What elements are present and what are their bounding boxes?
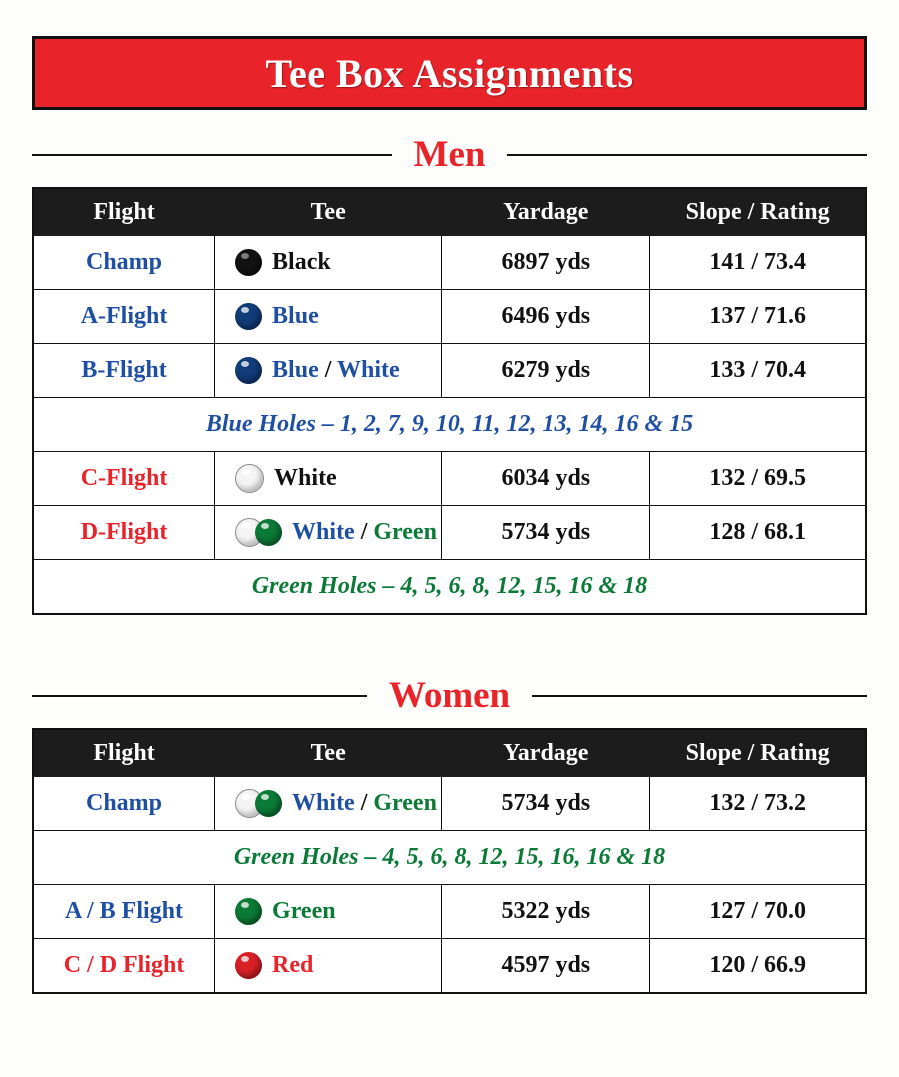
heading-rule-left (32, 695, 367, 697)
tee-label-part: Red (272, 952, 314, 978)
table-note-row (33, 560, 866, 615)
tee-label-part: / (354, 519, 374, 545)
tee-cell-content (223, 357, 433, 384)
page-title: Tee Box Assignments (265, 50, 634, 96)
tee-label (272, 303, 319, 330)
cell-yardage: 5322 yds (442, 885, 650, 939)
flight-label: B-Flight (81, 357, 167, 383)
cell-yardage: 5734 yds (442, 777, 650, 831)
cell-yardage: 5734 yds (442, 506, 650, 560)
table-row (33, 506, 866, 560)
table-row (33, 236, 866, 290)
table-row (33, 344, 866, 398)
cell-flight (33, 506, 215, 560)
cell-yardage: 6034 yds (442, 452, 650, 506)
cell-tee (215, 939, 442, 994)
tee-label (272, 357, 400, 384)
tee-label-part: / (354, 790, 374, 816)
men-table-body (33, 236, 866, 615)
holes-note-text: Green Holes – 4, 5, 6, 8, 12, 15, 16 & 18 (251, 573, 648, 599)
cell-slope-rating: 132 / 73.2 (650, 777, 866, 831)
tee-label-part: Black (272, 249, 331, 275)
tee-ball-group (235, 952, 262, 979)
tee-cell-content (223, 464, 433, 493)
tee-label (274, 465, 337, 492)
tee-cell-content (223, 789, 437, 818)
cell-slope-rating: 133 / 70.4 (650, 344, 866, 398)
women-section-heading (32, 677, 867, 714)
flight-label: C-Flight (80, 465, 168, 491)
tee-label (272, 898, 336, 925)
cell-slope-rating: 120 / 66.9 (650, 939, 866, 994)
holes-note (33, 398, 866, 452)
table-row (33, 885, 866, 939)
tee-label-part: White (336, 357, 400, 383)
cell-tee (215, 344, 442, 398)
tee-label-part: White (292, 790, 355, 816)
cell-flight (33, 290, 215, 344)
men-heading-label: Men (413, 134, 486, 175)
table-note-row (33, 831, 866, 885)
heading-rule-left (32, 154, 392, 156)
cell-flight (33, 452, 215, 506)
flight-label: A-Flight (80, 303, 168, 329)
cell-yardage: 4597 yds (442, 939, 650, 994)
header-flight: Flight (33, 188, 215, 236)
tee-cell-content (223, 898, 433, 925)
cell-tee (215, 506, 442, 560)
tee-label-part: Green (373, 790, 437, 816)
men-section-heading (32, 136, 867, 173)
women-heading-label: Women (388, 675, 511, 716)
cell-flight (33, 885, 215, 939)
section-spacer (32, 615, 867, 651)
flight-label: Champ (86, 790, 163, 816)
women-table-body (33, 777, 866, 994)
golf-ball-blue-icon (235, 357, 262, 384)
heading-rule-right (507, 154, 867, 156)
header-slope-rating: Slope / Rating (650, 188, 866, 236)
golf-ball-red-icon (235, 952, 262, 979)
tee-label-part: White (274, 465, 337, 491)
cell-slope-rating: 128 / 68.1 (650, 506, 866, 560)
cell-flight (33, 777, 215, 831)
flight-label: C / D Flight (63, 952, 185, 978)
cell-yardage: 6279 yds (442, 344, 650, 398)
women-tee-table (32, 728, 867, 994)
tee-ball-group (235, 357, 262, 384)
cell-tee (215, 236, 442, 290)
tee-ball-group (235, 789, 282, 818)
holes-note-text: Green Holes – 4, 5, 6, 8, 12, 15, 16, 16 & 18 (233, 844, 666, 870)
men-tee-table (32, 187, 867, 615)
flight-label: D-Flight (80, 519, 168, 545)
table-row (33, 452, 866, 506)
header-yardage: Yardage (442, 729, 650, 777)
cell-flight (33, 344, 215, 398)
tee-ball-group (235, 898, 262, 925)
tee-label-part: Green (272, 898, 336, 924)
golf-ball-black-icon (235, 249, 262, 276)
table-row (33, 939, 866, 994)
men-table-header (33, 188, 866, 236)
header-tee: Tee (215, 188, 442, 236)
tee-label (272, 952, 313, 979)
tee-ball-group (235, 464, 264, 493)
golf-ball-green-icon (255, 519, 282, 546)
header-tee: Tee (215, 729, 442, 777)
cell-slope-rating: 137 / 71.6 (650, 290, 866, 344)
tee-label-part: Blue (272, 303, 319, 329)
cell-slope-rating: 132 / 69.5 (650, 452, 866, 506)
tee-label-part: / (318, 357, 337, 383)
header-yardage: Yardage (442, 188, 650, 236)
golf-ball-green-icon (235, 898, 262, 925)
cell-tee (215, 885, 442, 939)
tee-cell-content (223, 303, 433, 330)
tee-ball-group (235, 249, 262, 276)
tee-ball-group (235, 303, 262, 330)
tee-label-part: Green (373, 519, 437, 545)
cell-tee (215, 777, 442, 831)
golf-ball-green-icon (255, 790, 282, 817)
cell-yardage: 6496 yds (442, 290, 650, 344)
women-table-header (33, 729, 866, 777)
header-slope-rating: Slope / Rating (650, 729, 866, 777)
cell-flight (33, 236, 215, 290)
holes-note-text: Blue Holes – 1, 2, 7, 9, 10, 11, 12, 13, 14, 16 & 15 (205, 411, 694, 437)
holes-note (33, 831, 866, 885)
table-header-row (33, 729, 866, 777)
cell-flight (33, 939, 215, 994)
golf-ball-white-icon (235, 464, 264, 493)
cell-tee (215, 290, 442, 344)
tee-box-assignments-page (0, 36, 899, 1077)
flight-label: A / B Flight (65, 898, 184, 924)
table-row (33, 290, 866, 344)
holes-note (33, 560, 866, 615)
tee-label (272, 249, 331, 276)
tee-cell-content (223, 952, 433, 979)
tee-ball-group (235, 518, 282, 547)
heading-rule-right (532, 695, 867, 697)
tee-label-part: Blue (272, 357, 319, 383)
cell-slope-rating: 127 / 70.0 (650, 885, 866, 939)
cell-slope-rating: 141 / 73.4 (650, 236, 866, 290)
flight-label: Champ (86, 249, 163, 275)
header-flight: Flight (33, 729, 215, 777)
table-row (33, 777, 866, 831)
tee-cell-content (223, 518, 437, 547)
tee-label (292, 519, 437, 546)
page-title-banner (32, 36, 867, 110)
golf-ball-blue-icon (235, 303, 262, 330)
cell-tee (215, 452, 442, 506)
tee-label (292, 790, 437, 817)
cell-yardage: 6897 yds (442, 236, 650, 290)
table-header-row (33, 188, 866, 236)
table-note-row (33, 398, 866, 452)
tee-cell-content (223, 249, 433, 276)
tee-label-part: White (292, 519, 355, 545)
